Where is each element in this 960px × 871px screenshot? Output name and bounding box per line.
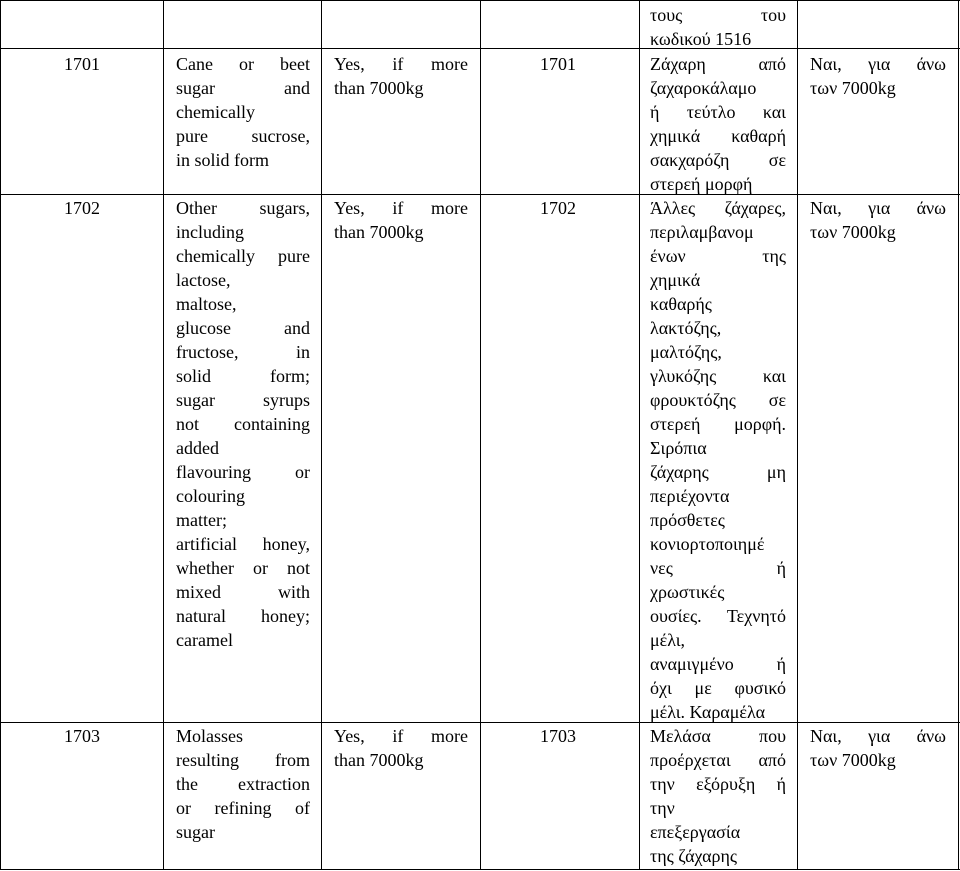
table-cell-line: mixed with [176, 582, 310, 602]
table-cell-line: pure sucrose, [176, 126, 310, 146]
table-cell-line: than 7000kg [334, 222, 424, 242]
table-cell-line: resulting from [176, 750, 310, 770]
table-cell-line: κονιορτοποιημέ [650, 534, 765, 554]
table-cell-line: fructose, in [176, 342, 310, 362]
table-cell-line: ζάχαρης μη [650, 462, 786, 482]
table-cell-line: Yes, if more [334, 54, 468, 74]
table-cell-line: sugar syrups [176, 390, 310, 410]
table-cell-line: Μελάσα που [650, 726, 786, 746]
table-cell-line: than 7000kg [334, 78, 424, 98]
hs-code: 1702 [64, 198, 100, 218]
table-cell-line: μέλι. Καραμέλα [650, 702, 766, 722]
table-cell-line: matter; [176, 510, 227, 530]
hs-code: 1703 [64, 726, 100, 746]
table-cell-line: Ζάχαρη από [650, 54, 786, 74]
table-cell-line: chemically [176, 102, 255, 122]
table-cell-line: Molasses [176, 726, 243, 746]
table-cell-line: στερεή μορφή. [650, 414, 786, 434]
description-greek [650, 724, 786, 868]
table-cell-line: επεξεργασία [650, 822, 741, 842]
table-cell-line: caramel [176, 630, 233, 650]
table-cell-line: τους του [650, 5, 786, 25]
table-cell-line: περιλαμβανομ [650, 222, 754, 242]
table-border-left [0, 0, 1, 870]
table-cell-line: whether or not [176, 558, 310, 578]
condition-greek [810, 724, 946, 772]
table-cell-line: ή τεύτλο και [650, 102, 786, 122]
table-cell-line: νες ή [650, 558, 786, 578]
table-cell-line: the extraction [176, 774, 310, 794]
table-cell-line: chemically pure [176, 246, 310, 266]
table-cell-line: solid form; [176, 366, 310, 386]
table-cell-line: κωδικού 1516 [650, 29, 752, 49]
table-cell-line: Ναι, για άνω [810, 54, 946, 74]
column-divider [480, 0, 481, 870]
table-cell-line: than 7000kg [334, 750, 424, 770]
table-cell-line: Yes, if more [334, 198, 468, 218]
table-cell-line: όχι με φυσικό [650, 678, 786, 698]
column-divider [797, 0, 798, 870]
table-cell-line: natural honey; [176, 606, 310, 626]
table-cell-line: αναμιγμένο ή [650, 654, 786, 674]
table-cell-line: or refining of [176, 798, 310, 818]
column-divider [321, 0, 322, 870]
hs-code-greek: 1701 [540, 54, 576, 74]
table-cell-line: not containing [176, 414, 310, 434]
table-cell-line: maltose, [176, 294, 237, 314]
table-cell-line: Σιρόπια [650, 438, 707, 458]
table-cell-line: την εξόρυξη ή [650, 774, 786, 794]
table-cell-line: sugar [176, 822, 215, 842]
description-english [176, 52, 310, 172]
table-cell-line: πρόσθετες [650, 510, 725, 530]
table-cell-line: την [650, 798, 675, 818]
table-cell-line: χρωστικές [650, 582, 725, 602]
table-cell-line: χημικά καθαρή [650, 126, 786, 146]
description-greek [650, 196, 786, 724]
table-cell-line: γλυκόζης και [650, 366, 786, 386]
table-cell-line: lactose, [176, 270, 231, 290]
table-cell-line: στερεή μορφή [650, 174, 753, 194]
condition-greek [810, 196, 946, 244]
condition-english [334, 52, 468, 100]
table-cell-line: Other sugars, [176, 198, 310, 218]
table-cell-line: colouring [176, 486, 245, 506]
table-cell-line: μαλτόζης, [650, 342, 722, 362]
table-border-right [958, 0, 959, 870]
header-continuation-cell [650, 3, 786, 51]
table-cell-line: χημικά [650, 270, 701, 290]
table-cell-line: ουσίες. Τεχνητό [650, 606, 786, 626]
table-cell-line: ένων της [650, 246, 786, 266]
table-cell-line: Ναι, για άνω [810, 198, 946, 218]
row-divider [0, 194, 960, 195]
table-cell-line: added [176, 438, 219, 458]
table-cell-line: sugar and [176, 78, 310, 98]
row-divider [0, 722, 960, 723]
condition-greek [810, 52, 946, 100]
table-cell-line: Cane or beet [176, 54, 310, 74]
condition-english [334, 724, 468, 772]
table-cell-line: φρουκτόζης σε [650, 390, 786, 410]
table-cell-line: των 7000kg [810, 78, 896, 98]
condition-english [334, 196, 468, 244]
hs-code-greek: 1702 [540, 198, 576, 218]
table-cell-line: artificial honey, [176, 534, 310, 554]
table-cell-line: Ναι, για άνω [810, 726, 946, 746]
table-cell-line: Yes, if more [334, 726, 468, 746]
table-cell-line: including [176, 222, 244, 242]
table-cell-line: ζαχαροκάλαμο [650, 78, 757, 98]
table-cell-line: των 7000kg [810, 222, 896, 242]
table-cell-line: Άλλες ζάχαρες, [650, 198, 786, 218]
table-cell-line: in solid form [176, 150, 269, 170]
table-cell-line: flavouring or [176, 462, 310, 482]
table-cell-line: της ζάχαρης [650, 846, 738, 866]
table-cell-line: περιέχοντα [650, 486, 730, 506]
description-greek [650, 52, 786, 196]
table-cell-line: των 7000kg [810, 750, 896, 770]
table-cell-line: λακτόζης, [650, 318, 722, 338]
row-divider [0, 48, 960, 49]
table-cell-line: μέλι, [650, 630, 686, 650]
hs-code: 1701 [64, 54, 100, 74]
description-english [176, 196, 310, 652]
hs-code-greek: 1703 [540, 726, 576, 746]
table-cell-line: προέρχεται από [650, 750, 786, 770]
column-divider [639, 0, 640, 870]
column-divider [163, 0, 164, 870]
table-cell-line: σακχαρόζη σε [650, 150, 786, 170]
table-cell-line: glucose and [176, 318, 310, 338]
description-english [176, 724, 310, 844]
table-cell-line: καθαρής [650, 294, 712, 314]
